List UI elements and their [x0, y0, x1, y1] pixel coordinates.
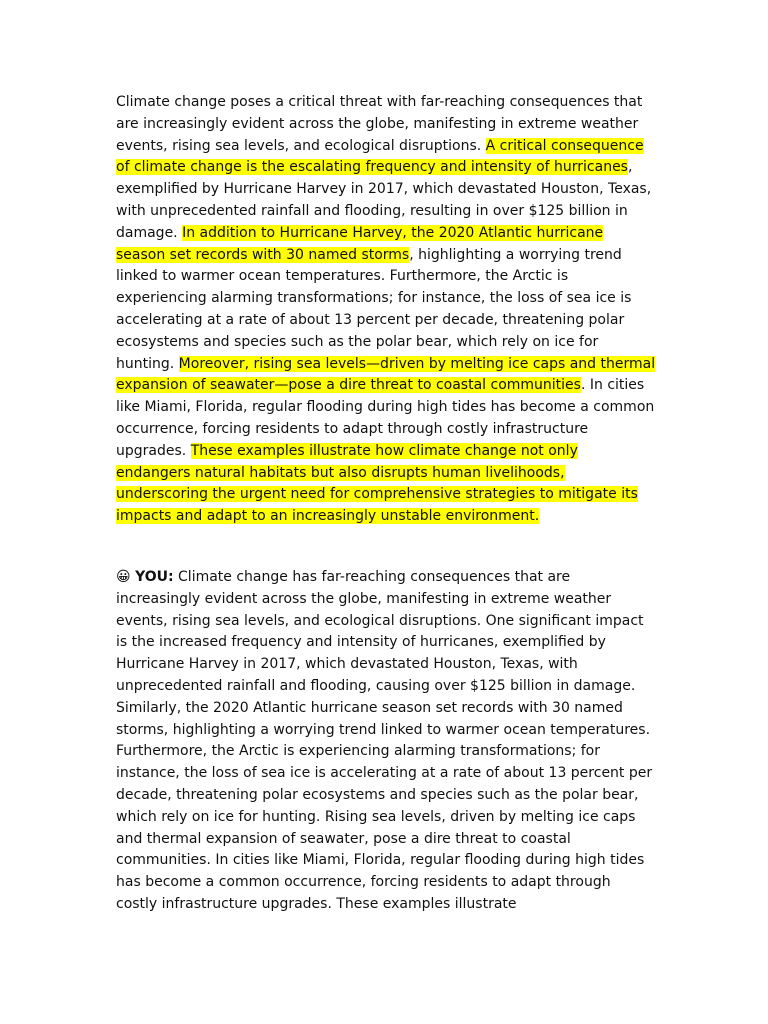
- highlighted-text-segment: A critical consequence of climate change is the escalating frequency and intensity of hurricanes: [116, 137, 644, 176]
- highlighted-text-segment: These examples illustrate how climate change not only endangers natural habitats but also disrupts human livelihoods, underscoring the urgent need for comprehensive strategies to mitigate its impacts and adapt to an increasingly unstable environment.: [116, 442, 638, 525]
- text-segment: , highlighting a worrying trend linked to warmer ocean temperatures. Furthermore, the Arctic is experiencing alarming transformations; for instance, the loss of sea ice is accelerating at a rate of about 13 percent per decade, threatening polar ecosystems and species such as the polar bear, which rely on ice for hunting.: [116, 246, 632, 372]
- speaker-label: YOU:: [135, 568, 174, 585]
- text-segment: Climate change poses a critical threat with far-reaching consequences that are increasingly evident across the globe, manifesting in extreme weather events, rising sea levels, and ecological disruptions.: [116, 94, 643, 154]
- highlighted-paragraph: [116, 92, 656, 528]
- response-text: Climate change has far-reaching consequences that are increasingly evident across the globe, manifesting in extreme weather events, rising sea levels, and ecological disruptions. One significant impact is the increased frequency and intensity of hurricanes, exemplified by Hurricane Harvey in 2017, which devastated Houston, Texas, with unprecedented rainfall and flooding, causing over $125 billion in damage. Similarly, the 2020 Atlantic hurricane season set records with 30 named storms, highlighting a worrying trend linked to warmer ocean temperatures. Furthermore, the Arctic is experiencing alarming transformations; for instance, the loss of sea ice is accelerating at a rate of about 13 percent per decade, threatening polar ecosystems and species such as the polar bear, which rely on ice for hunting. Rising sea levels, driven by melting ice caps and thermal expansion of seawater, pose a dire threat to coastal communities. In cities like Miami, Florida, regular flooding during high tides has become a common occurrence, forcing residents to adapt through costly infrastructure upgrades. These examples illustrate: [116, 568, 653, 912]
- grinning-face-emoji-icon: 😀: [116, 568, 131, 585]
- document-page: [116, 92, 656, 916]
- highlighted-text-segment: Moreover, rising sea levels—driven by melting ice caps and thermal expansion of seawater—pose a dire threat to coastal communities: [116, 355, 656, 394]
- response-paragraph: [116, 567, 656, 916]
- text-segment: . In cities like Miami, Florida, regular flooding during high tides has become a common occurrence, forcing residents to adapt through costly infrastructure upgrades.: [116, 377, 655, 459]
- text-segment: , exemplified by Hurricane Harvey in 2017, which devastated Houston, Texas, with unprecedented rainfall and flooding, resulting in over $125 billion in damage.: [116, 159, 652, 241]
- highlighted-text-segment: In addition to Hurricane Harvey, the 2020 Atlantic hurricane season set records with 30 named storms: [116, 224, 604, 263]
